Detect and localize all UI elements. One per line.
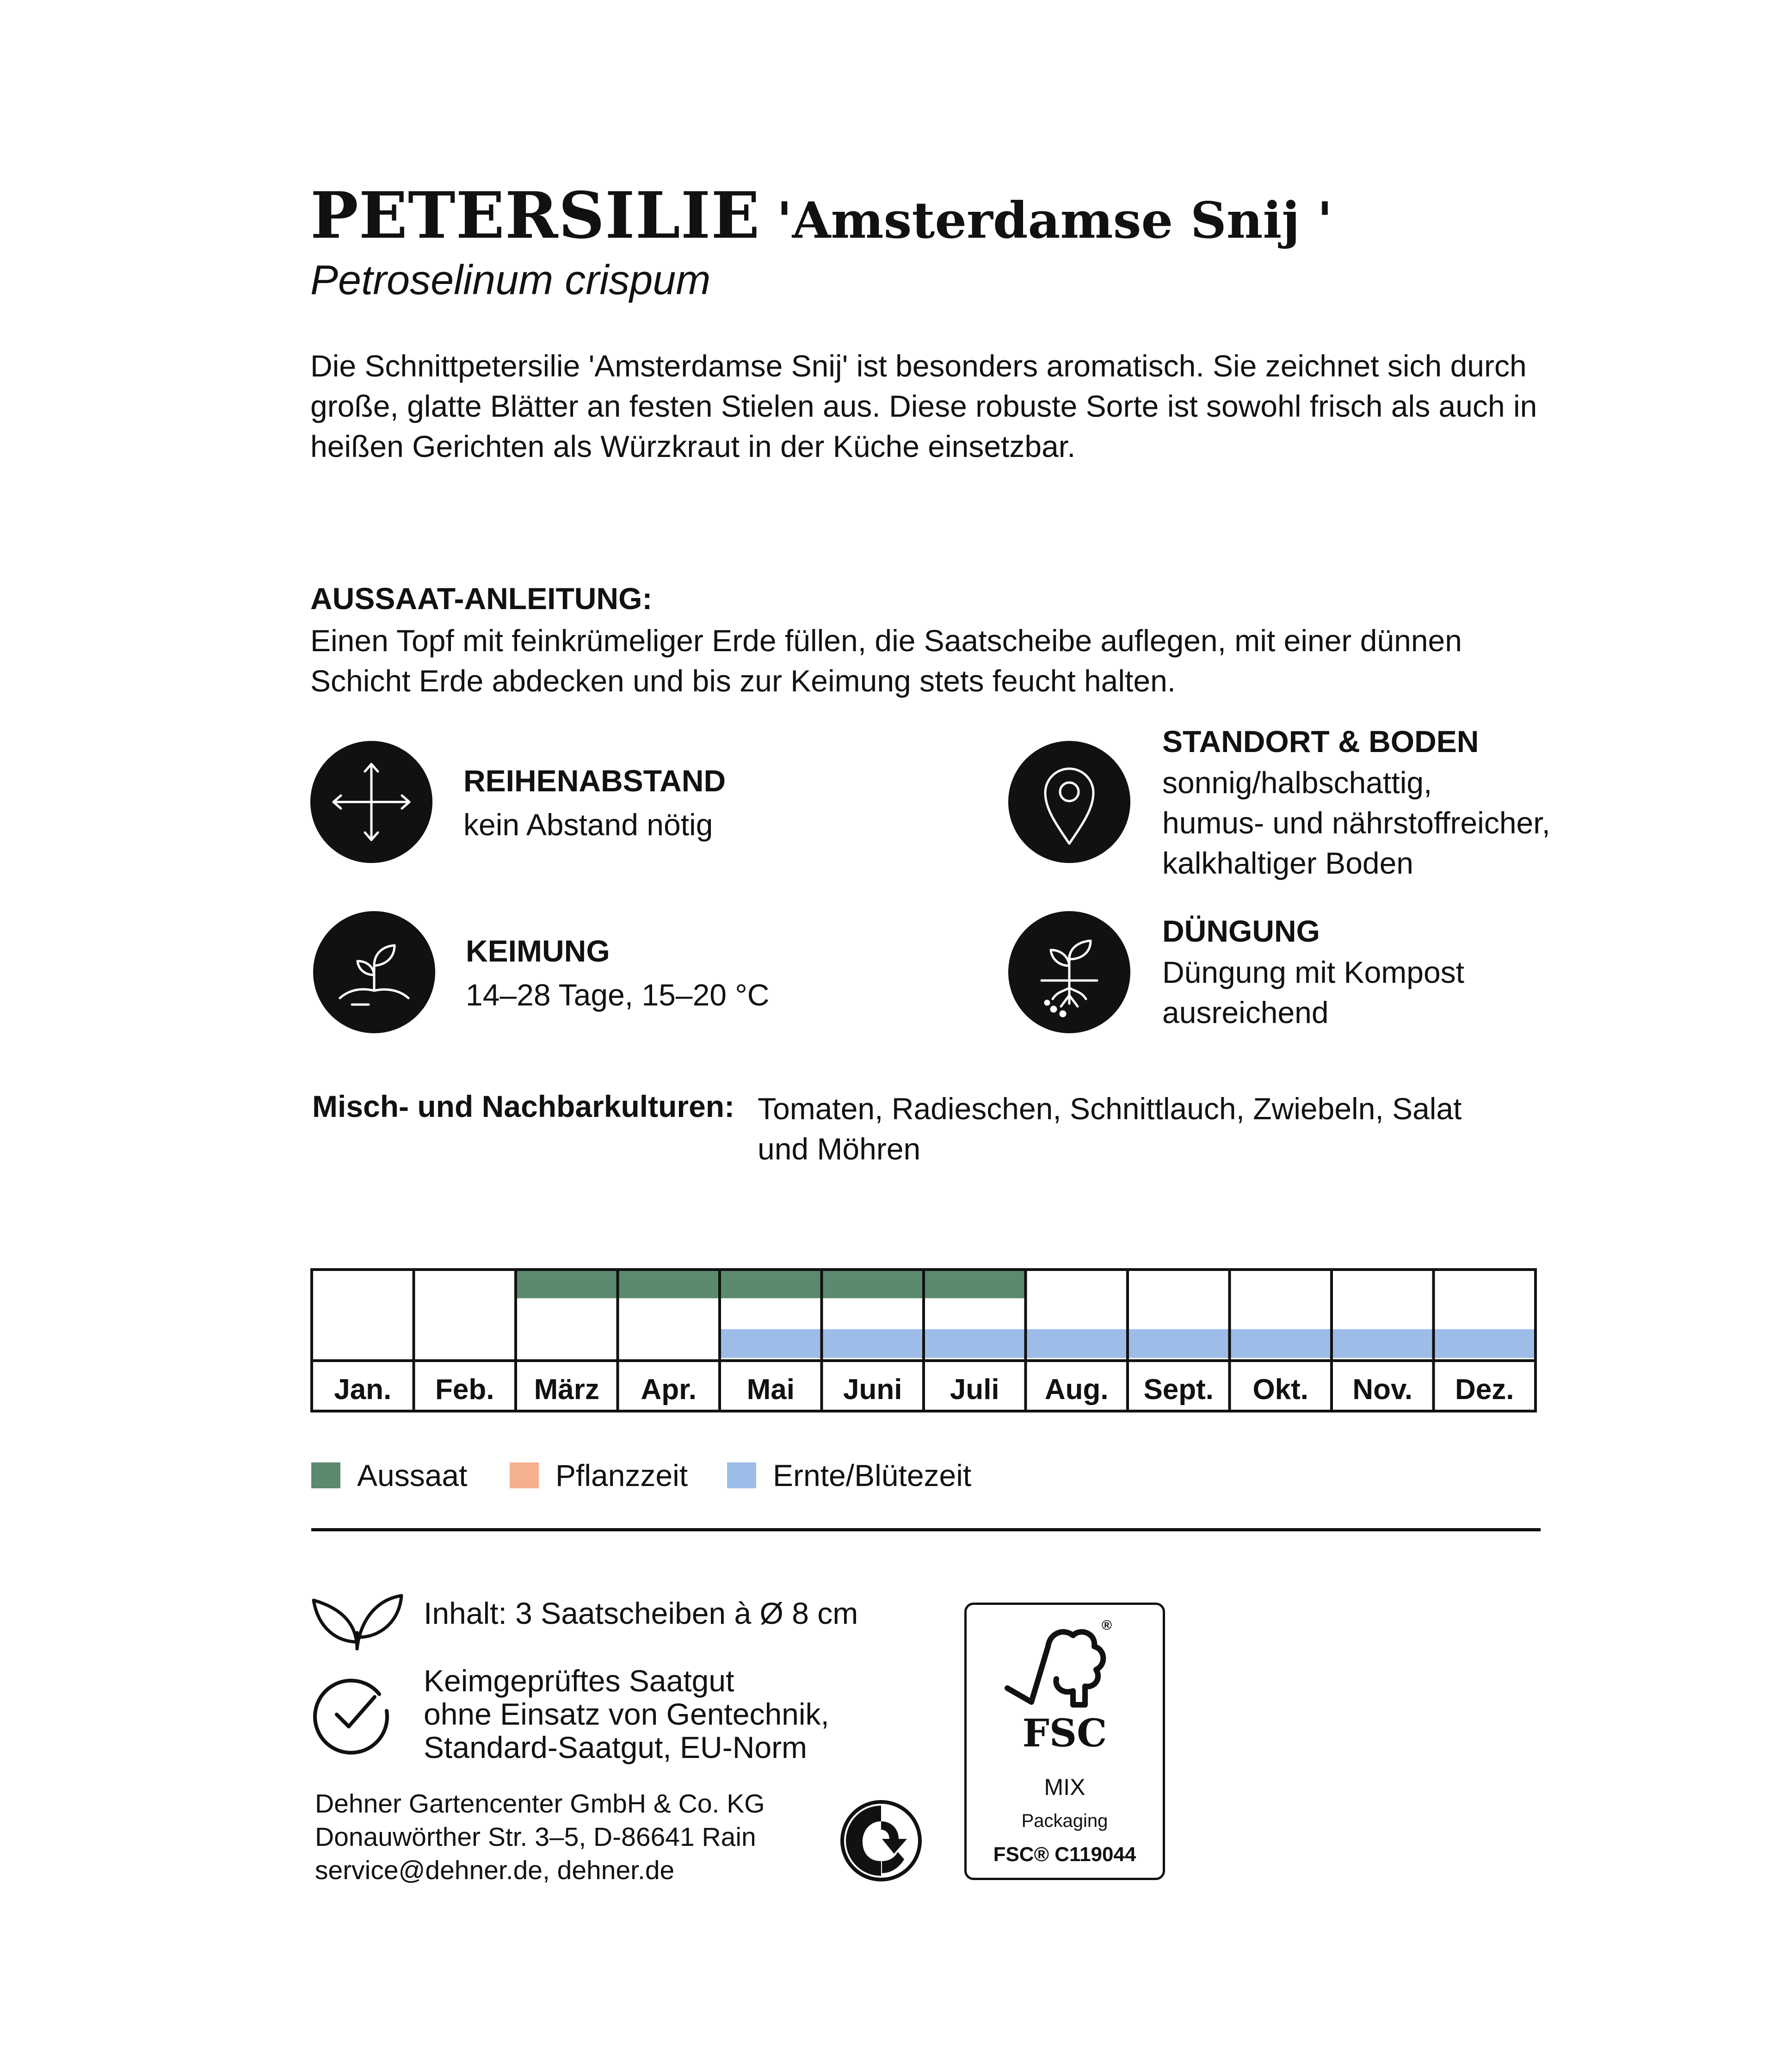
address-line: service@dehner.de, dehner.de [315, 1856, 675, 1885]
month-label: Nov. [1352, 1374, 1413, 1406]
harvest-bar [1434, 1329, 1536, 1358]
harvest-bar [1026, 1329, 1128, 1358]
leaves-icon [309, 1572, 406, 1651]
sowing-bar [516, 1270, 618, 1298]
harvest-bar [924, 1329, 1026, 1358]
month-label: Mai [746, 1374, 795, 1406]
harvest-bar [1230, 1329, 1332, 1358]
month-label: Jan. [334, 1374, 392, 1406]
harvest-bar [1128, 1329, 1230, 1358]
info-germination [466, 933, 769, 1015]
month-label: Feb. [435, 1374, 494, 1406]
product-variety: 'Amsterdamse Snij ' [777, 191, 1333, 250]
fsc-packaging: Packaging [1021, 1811, 1108, 1831]
arrows-move-icon [310, 741, 432, 863]
quality-line: Standard-Saatgut, EU-Norm [424, 1730, 808, 1764]
legend-swatch-planting [510, 1462, 539, 1488]
germination-heading: KEIMUNG [466, 934, 610, 968]
quality-line: ohne Einsatz von Gentechnik, [424, 1697, 829, 1731]
info-location [1162, 724, 1550, 883]
info-spacing [463, 763, 726, 845]
legend-swatch-harvest [727, 1462, 756, 1488]
month-label: März [534, 1374, 599, 1406]
fsc-label [964, 1603, 1165, 1880]
fertilizer-line: ausreichend [1162, 995, 1329, 1030]
latin-name: Petroselinum crispum [310, 257, 711, 303]
location-line: humus- und nährstoffreicher, [1162, 806, 1550, 840]
companions-label: Misch- und Nachbarkulturen: [312, 1089, 735, 1123]
location-pin-icon [1008, 741, 1130, 863]
location-line: sonnig/halbschattig, [1162, 765, 1432, 800]
content-text: Inhalt: 3 Saatscheiben à Ø 8 cm [424, 1596, 858, 1630]
legend-sowing [311, 1458, 467, 1493]
legend-harvest [727, 1458, 971, 1493]
month-label: Okt. [1252, 1374, 1309, 1406]
quality-line: Keimgeprüftes Saatgut [424, 1664, 734, 1698]
fsc-code: FSC® C119044 [993, 1843, 1136, 1866]
companions-list [758, 1089, 1544, 1169]
legend-swatch-sowing [311, 1462, 340, 1488]
product-title [310, 178, 1332, 253]
guide-heading: AUSSAAT-ANLEITUNG: [310, 581, 653, 616]
intro-text: Die Schnittpetersilie 'Amsterdamse Snij' ist besonders aromatisch. Sie zeichnet sich durch große, glatte Blätter an festen Stielen aus. Diese robuste Sorte ist sowohl frisch als auch in heißen Gerichten als Würzkraut in der Küche einsetzbar. [310, 349, 1537, 463]
month-label: Dez. [1455, 1374, 1514, 1406]
quality-text [424, 1664, 829, 1764]
month-label: Aug. [1044, 1374, 1109, 1406]
divider [311, 1528, 1541, 1531]
fsc-registered: ® [1101, 1618, 1112, 1633]
fertilizer-line: Düngung mit Kompost [1162, 955, 1465, 989]
month-label: Juli [950, 1374, 999, 1406]
plant-roots-icon [1008, 911, 1130, 1033]
location-line: kalkhaltiger Boden [1162, 846, 1414, 880]
check-circle-icon [310, 1672, 393, 1755]
address-line: Dehner Gartencenter GmbH & Co. KG [315, 1789, 765, 1819]
fsc-logo-text: FSC [1022, 1711, 1107, 1756]
month-label: Juni [843, 1374, 902, 1406]
sowing-bar [618, 1270, 720, 1298]
company-address [315, 1787, 765, 1887]
fertilizer-heading: DÜNGUNG [1162, 914, 1320, 948]
info-fertilizer [1162, 913, 1464, 1033]
harvest-bar [822, 1329, 924, 1358]
legend-planting [510, 1458, 688, 1493]
sowing-calendar [310, 1268, 1537, 1412]
sowing-bar [720, 1270, 822, 1298]
sprout-icon [313, 911, 435, 1033]
product-name: PETERSILIE [310, 178, 760, 253]
guide-text: Einen Topf mit feinkrümeliger Erde füllen, die Saatscheibe auflegen, mit einer dünnen Schicht Erde abdecken und bis zur Keimung stets feucht halten. [310, 623, 1462, 698]
sowing-bar [822, 1270, 924, 1298]
location-heading: STANDORT & BODEN [1162, 724, 1479, 758]
germination-text: 14–28 Tage, 15–20 °C [466, 978, 770, 1012]
spacing-heading: REIHENABSTAND [463, 764, 726, 798]
harvest-bar [1332, 1329, 1434, 1358]
companions-line: und Möhren [758, 1132, 921, 1166]
companions-line: Tomaten, Radieschen, Schnittlauch, Zwiebeln, Salat [758, 1092, 1462, 1126]
harvest-bar [720, 1329, 822, 1358]
month-label: Apr. [641, 1374, 697, 1406]
legend-label: Pflanzzeit [555, 1458, 688, 1492]
spacing-text: kein Abstand nötig [463, 808, 713, 842]
month-label: Sept. [1143, 1374, 1214, 1406]
legend-label: Ernte/Blütezeit [773, 1458, 972, 1492]
address-line: Donauwörther Str. 3–5, D-86641 Rain [315, 1822, 756, 1852]
legend-label: Aussaat [357, 1458, 468, 1492]
sowing-bar [924, 1270, 1026, 1298]
green-dot-icon [839, 1799, 923, 1882]
fsc-mix: MIX [1044, 1774, 1085, 1800]
